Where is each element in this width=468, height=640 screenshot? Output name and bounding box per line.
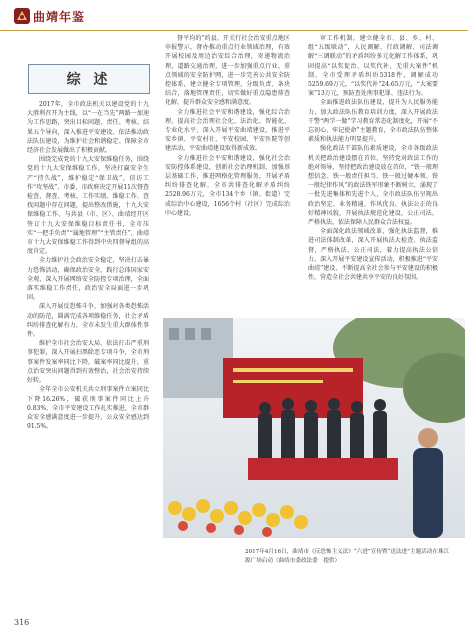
paragraph: 维护全市社会治安大局，依法打击严重刑事犯罪，深入开展扫黑除恶专项斗争，全市刑事案件发案率同比下降，破案率同比提升，重点治安突出问题得到有效整治，社会治安持续好转。 <box>27 340 149 385</box>
page-header <box>0 0 468 31</box>
publication-title: 曲靖年鉴 <box>33 10 86 24</box>
paragraph: 审工作机制，建立健全市、县、乡、村、组“五级联动”，人民调解、行政调解、司法调解“三调联动”的矛盾纠纷多元化解工作体系，巩固提高“以奖促治、以奖代补、无重大案件”机制，全市受理矛盾纠纷5318件，调解成功5259.69万元，“以奖代补”24.65万元，“大案要案”13万元，预防查处刑事犯罪、违法行为。 <box>308 35 438 98</box>
paragraph: 全面推进政法队伍建设，提升为人民服务能力，加大政法队伍教育培训力度，深入开展政法干警“两学一做”学习教育常态化制度化，开展“不忘初心、牢记使命”主题教育，全市政法队伍整体素质和执法能力明显提升。 <box>308 99 438 144</box>
article-column-1 <box>27 100 149 575</box>
paragraph: 全力推进社会平安和谐建设，强化综合治理，提高社会治理社会化、法治化、智能化、专业化水平，深入开展平安曲靖建设，推进平安乡镇、平安村社、平安校园、平安医院等创建活动，平安曲靖建设取得新成效。 <box>165 108 290 153</box>
photo-caption: 2017年4月16日，曲靖市《反恐怖主义法》“六进”宣传暨“送法进”主题活动在珠江源广场启动（曲靖市委政法委 提供） <box>245 549 450 564</box>
paragraph: 全年全市公安机关共立刑事案件立案同比下降16.26%，破获刑事案件同比上升0.83%，全市平安建设工作扎实推进，全市群众安全感满意度进一步提升，公众安全感达到91.5%。 <box>27 386 149 431</box>
yearbook-logo-icon <box>14 8 30 24</box>
paragraph: 全面深化政法领域改革，强化执法监督，推进司法体制改革，深入开展执法大检查、执法监督，严格执法、公正司法，着力提高执法公信力。深入开展平安建设宣传活动，积极推进“平安曲靖”建设，不断提高全社会参与平安建设的积极性，营造全社会共建共享平安的良好氛围。 <box>308 228 438 282</box>
article-column-2 <box>165 34 290 304</box>
paragraph: 2017年，全市政法机关以建设党的十九大胜利召开为主线，以“一在当先”两路一加速为工作思路，突出目标问题、责任、考核、结果五个导向，深入推进平安建设、依法推动政法队伍建设，为维护社会和谐稳定、保障全市经济社会发展做出了积极贡献。 <box>27 101 149 155</box>
paragraph: 全力推进社会平安和谐建设，强化社会治安防控体系建设，创新社会治理机制，加强基层基础工作，推进网格化管理服务，开展矛盾纠纷排查化解，全市共排查化解矛盾纠纷2528.96万元，全市134个乡（镇、街道）完成综治中心建设，1656个村（社区）完成综治中心建设。 <box>165 154 290 217</box>
paragraph: 督平均的”的县，开关行社会治安重点地区申报警示，督办推动重点行业领域治理，有效开展校园及周边治安综合治理，寄递物流治理，道路交通治理，进一步加强重点行业、重点领域的安全防护网，进一步完善公共安全防控体系，建立健全专项管理，分级负责、条块结合，落地管理责任，切实做好重点隐患排查化解，提升群众安全感和满意度。 <box>165 35 290 107</box>
section-title: 综 述 <box>66 72 112 88</box>
paragraph: 全力维护社会政治安全稳定，坚决打击暴力恐怖活动，确保政治安全。践行总体国家安全观，深入开展网络安全防控专项治理，全面落实维稳工作责任，政治安全局面进一步巩固。 <box>27 257 149 302</box>
event-photo <box>163 318 465 538</box>
paragraph: 强化政法干部队伍素质建设，全市各级政法机关把政治建设摆在首位，坚持党对政法工作的绝对领导，坚持把政治建设放在首位，“铁一般理想信念、铁一般责任担当、铁一般过硬本领、铁一般纪律作风”的政法铁军形象不断树立，涌现了一批先进集体和先进个人，全市政法队伍呈现出政治坚定、业务精通、作风优良、执法公正的良好精神风貌，开展执法规范化建设，公正司法，严格执法，依法保障人民群众合法权益。 <box>308 145 438 227</box>
page-number: 316 <box>14 618 30 627</box>
paragraph: 围绕完成党的十九大安保维稳任务，围绕党的十九大安保维稳工作，坚决打赢安全生产“持久战”，维护稳定“保卫战”，信访工作“攻坚战”、市委、市政府决定开展11次督查检查，督查、考核、工作实绩、维稳工作、查找问题中存在问题，提出整改措施，十九大安保维稳工作、与共县（市、区）、曲靖经开区签订十九大安保维稳目标责任书，全市压实“一把手负责”“属地管理”“主管责任”，曲靖市十九大安保维稳工作得到中央四督导组的高度肯定。 <box>27 156 149 256</box>
section-heading <box>28 64 150 94</box>
paragraph: 深入开展反恐怖斗争，加强对各类恐怖活动的防范，圆满完成各项维稳任务，社会矛盾纠纷排查化解有力，全市未发生重大群体性事件。 <box>27 303 149 339</box>
